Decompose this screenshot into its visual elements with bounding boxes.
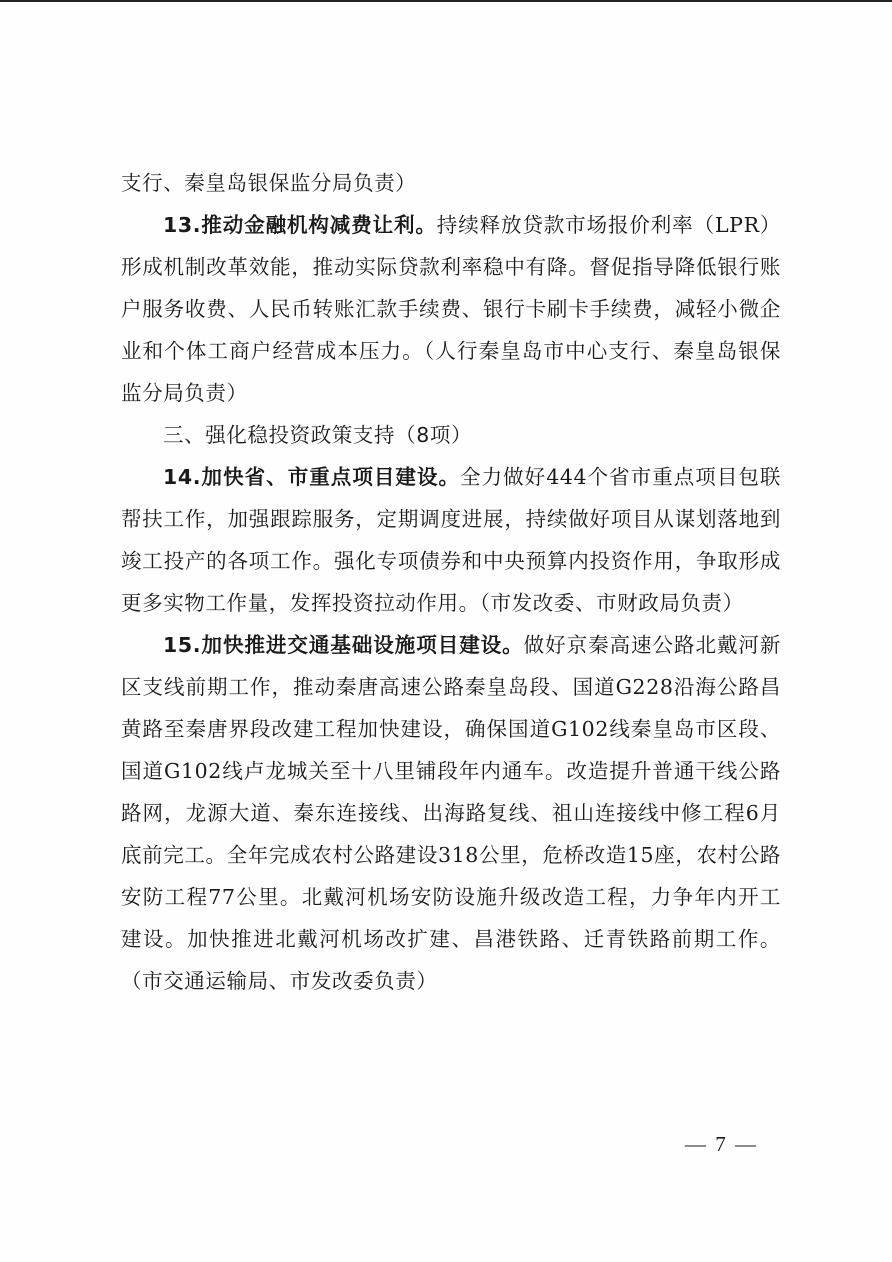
- section-heading: [121, 414, 781, 456]
- paragraph-14: [121, 456, 781, 624]
- paragraph-body: 做好京秦高速公路北戴河新区支线前期工作，推动秦唐高速公路秦皇岛段、国道G228沿海公路昌黄路至秦唐界段改建工程加快建设，确保国道G102线秦皇岛市区段、国道G102线卢龙城关至十八里铺段年内通车。改造提升普通干线公路路网，龙源大道、秦东连接线、出海路复线、祖山连接线中修工程6月底前完工。全年完成农村公路建设318公里，危桥改造15座，农村公路安防工程77公里。北戴河机场安防设施升级改造工程，力争年内开工建设。加快推进北戴河机场改扩建、昌港铁路、迁青铁路前期工作。（市交通运输局、市发改委负责）: [121, 633, 781, 993]
- document-body: [121, 162, 781, 1002]
- section-title: 三、强化稳投资政策支持（8项）: [163, 423, 473, 447]
- paragraph-13: [121, 204, 781, 414]
- paragraph-body: 全力做好444个省市重点项目包联帮扶工作，加强跟踪服务，定期调度进展，持续做好项目从谋划落地到竣工投产的各项工作。强化专项债券和中央预算内投资作用，争取形成更多实物工作量，发挥投资拉动作用。（市发改委、市财政局负责）: [121, 465, 781, 615]
- paragraph-heading: 15.加快推进交通基础设施项目建设。: [163, 633, 524, 657]
- paragraph-15: [121, 624, 781, 1002]
- paragraph-body: 支行、秦皇岛银保监分局负责）: [121, 171, 417, 195]
- paragraph-body: 持续释放贷款市场报价利率（LPR）形成机制改革效能，推动实际贷款利率稳中有降。督促指导降低银行账户服务收费、人民币转账汇款手续费、银行卡刷卡手续费，减轻小微企业和个体工商户经营成本压力。（人行秦皇岛市中心支行、秦皇岛银保监分局负责）: [121, 213, 782, 405]
- paragraph-heading: 14.加快省、市重点项目建设。: [163, 465, 461, 489]
- page-number: — 7 —: [685, 1132, 758, 1156]
- paragraph-12-continuation: [121, 162, 781, 204]
- paragraph-heading: 13.推动金融机构减费让利。: [163, 213, 437, 237]
